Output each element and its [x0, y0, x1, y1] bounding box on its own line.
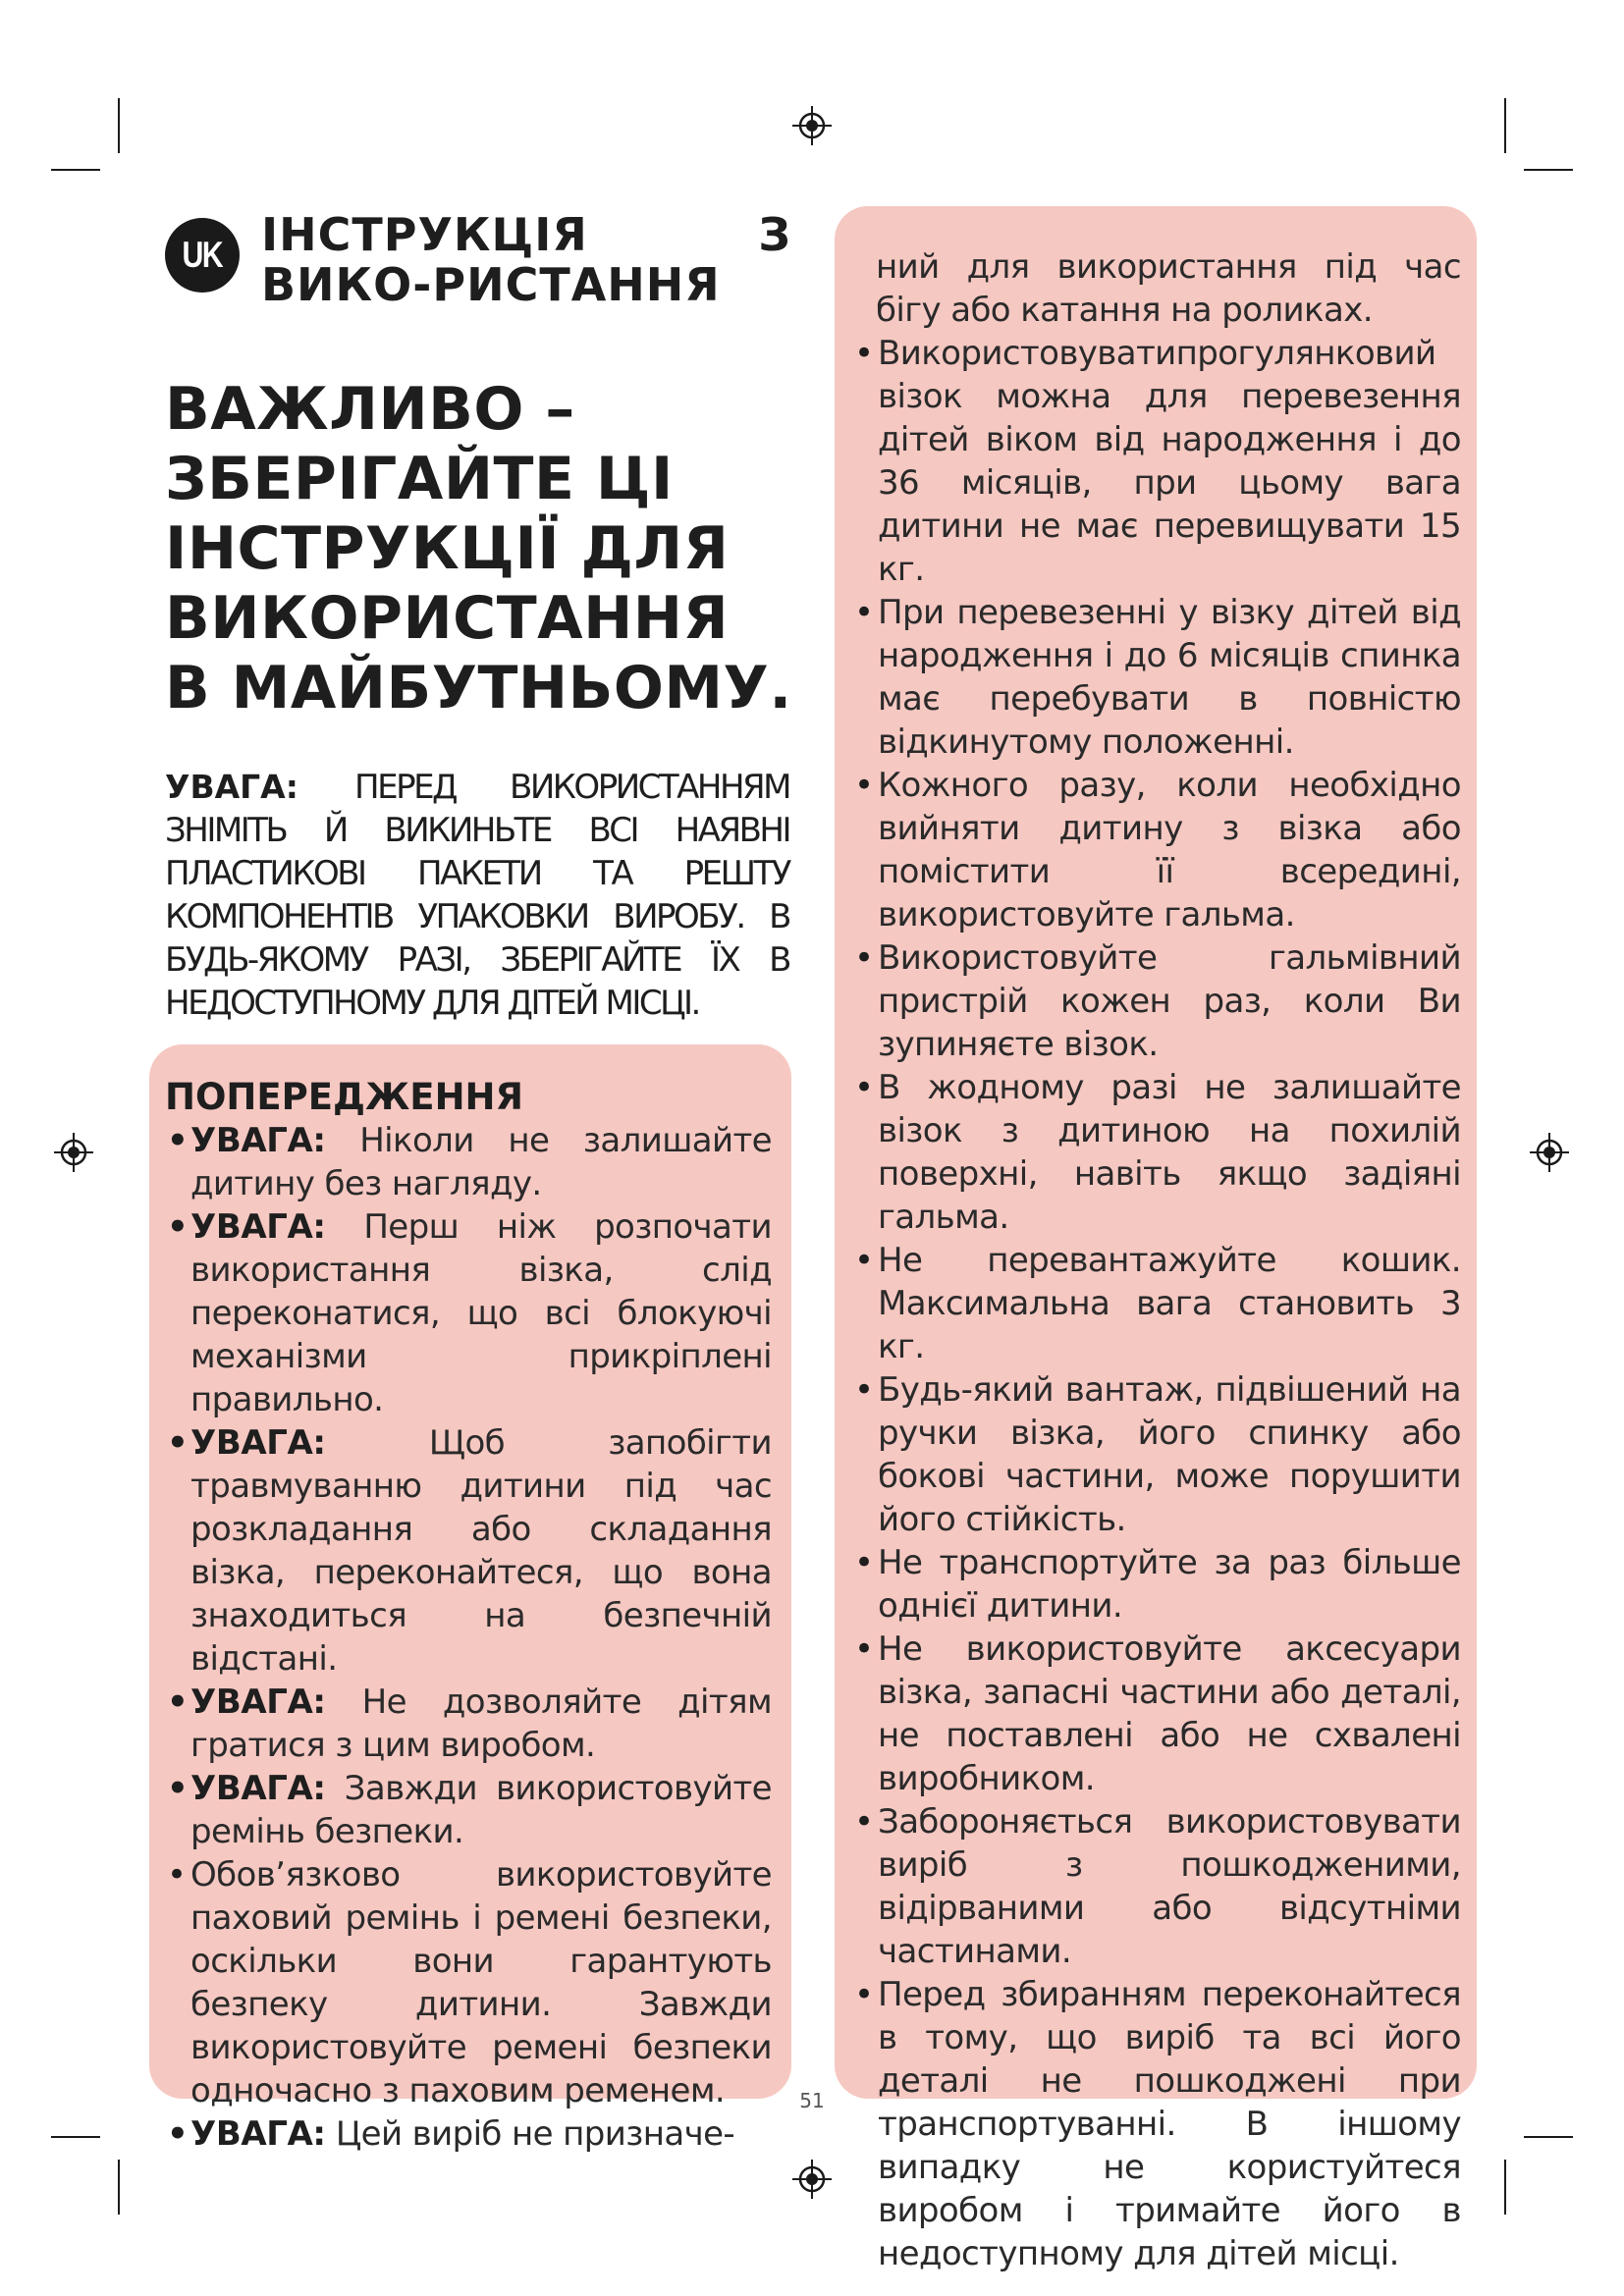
warnings-panel	[149, 1044, 791, 2154]
list-item	[852, 591, 1461, 764]
warning-text: Кожного разу, коли необхідно вийняти дитину з візка або помістити її всередині, використовуйте гальма.	[878, 766, 1461, 934]
warning-label: УВАГА:	[190, 2114, 326, 2154]
warning-text: Обов’язково використовуйте паховий ремінь і ремені безпеки, оскільки вони гарантують безпеку дитини. Завжди використовуйте ремені безпеки одночасно з паховим ременем.	[190, 1855, 772, 2110]
bullet-icon: •	[854, 938, 874, 978]
crop-mark-top-left-vertical	[118, 98, 120, 153]
bullet-icon: •	[167, 1682, 189, 1722]
warning-text: Перед збиранням переконайтеся в тому, що виріб та всі його деталі не пошкоджені при транспортуванні. В іншому випадку не користуйтеся виробом і тримайте його в недоступному для дітей місці.	[878, 1975, 1461, 2273]
bullet-icon: •	[854, 1370, 874, 1410]
warning-text: Будь-який вантаж, підвішений на ручки візка, його спинку або бокові частини, може порушити його стійкість.	[878, 1370, 1461, 1539]
warnings-list	[165, 1119, 772, 2156]
crop-mark-top-right-vertical	[1504, 98, 1506, 153]
list-item	[165, 1681, 772, 1767]
crop-mark-top-right-horizontal	[1524, 169, 1573, 171]
list-item	[852, 1239, 1461, 1368]
continuation-text: ний для використання під час бігу або катання на роликах.	[876, 247, 1461, 330]
bullet-icon: •	[854, 1543, 874, 1582]
bullet-icon: •	[167, 1423, 189, 1463]
notice-paragraph	[165, 766, 789, 1025]
warning-text: Не використовуйте аксесуари візка, запасні частини або деталі, не поставлені або не схвалені виробником.	[878, 1629, 1461, 1798]
warning-text: Використовуйте гальмівний пристрій кожен раз, коли Ви зупиняєте візок.	[878, 938, 1461, 1064]
crop-mark-bottom-right-vertical	[1504, 2160, 1506, 2215]
bullet-icon: •	[167, 1207, 189, 1247]
bullet-icon: •	[854, 766, 874, 805]
list-item	[852, 1800, 1461, 1973]
language-badge	[165, 218, 240, 293]
bullet-icon: •	[854, 1068, 874, 1107]
warnings-continued-list	[852, 332, 1461, 2275]
list-item	[852, 764, 1461, 936]
bullet-icon: •	[854, 1241, 874, 1280]
warning-text: Завжди використовуйте ремінь безпеки.	[190, 1769, 772, 1851]
warning-label: УВАГА:	[190, 1769, 326, 1808]
warning-label: УВАГА:	[190, 1207, 326, 1247]
bullet-icon: •	[854, 1975, 874, 2014]
language-badge-label: UK	[182, 235, 223, 275]
bullet-icon: •	[854, 1629, 874, 1669]
list-item	[165, 1421, 772, 1681]
warning-text: Цей виріб не призначе-	[335, 2114, 735, 2154]
list-item	[165, 1119, 772, 1205]
bullet-icon: •	[854, 1802, 874, 1842]
registration-mark-icon	[1530, 1133, 1569, 1172]
bullet-icon: •	[167, 2114, 189, 2154]
warning-label: УВАГА:	[190, 1121, 326, 1160]
warning-text: При перевезенні у візку дітей від народження і до 6 місяців спинка має перебувати в повністю відкинутому положенні.	[878, 593, 1461, 762]
warning-text: Забороняється використовувати виріб з пошкодженими, відірваними або відсутніми частинами.	[878, 1802, 1461, 1971]
warning-text: Використовуватипрогулянковий візок можна для перевезення дітей віком від народження і до 36 місяців, при цьому вага дитини не має перевищувати 15 кг.	[878, 334, 1461, 589]
notice-text: ПЕРЕД ВИКОРИСТАННЯМ ЗНІМІТЬ Й ВИКИНЬТЕ ВСІ НАЯВНІ ПЛАСТИКОВІ ПАКЕТИ ТА РЕШТУ КОМПОНЕНТІВ УПАКОВКИ ВИРОБУ. В БУДЬ-ЯКОМУ РАЗІ, ЗБЕРІГАЙТЕ ЇХ В НЕДОСТУПНОМУ ДЛЯ ДІТЕЙ МІСЦІ.	[165, 768, 789, 1023]
bullet-icon: •	[854, 334, 874, 373]
warning-text: Ніколи не залишайте дитину без нагляду.	[190, 1121, 772, 1203]
warnings-continued-panel	[835, 206, 1477, 2273]
list-item	[165, 1853, 772, 2112]
warning-text: Не перевантажуйте кошик. Максимальна вага становить 3 кг.	[878, 1241, 1461, 1366]
list-item	[852, 332, 1461, 591]
warning-label: УВАГА:	[190, 1423, 326, 1463]
warning-text: В жодному разі не залишайте візок з дитиною на похилій поверхні, навіть якщо задіяні гальма.	[878, 1068, 1461, 1237]
notice-lead: УВАГА:	[165, 768, 298, 806]
warnings-title: ПОПЕРЕДЖЕННЯ	[165, 1076, 523, 1118]
bullet-icon: •	[167, 1855, 187, 1895]
bullet-icon: •	[854, 593, 874, 632]
registration-mark-icon	[792, 106, 832, 145]
important-heading: ВАЖЛИВО – ЗБЕРІГАЙТЕ ЦІ ІНСТРУКЦІЇ ДЛЯ ВИКОРИСТАННЯ В МАЙБУТНЬОМУ.	[165, 375, 792, 722]
crop-mark-top-left-horizontal	[51, 169, 100, 171]
list-item	[852, 1628, 1461, 1800]
page-number: 51	[799, 2089, 825, 2112]
list-item	[852, 1066, 1461, 1239]
list-item	[852, 936, 1461, 1066]
warning-text: Перш ніж розпочати використання візка, слід переконатися, що всі блокуючі механізми прикріплені правильно.	[190, 1207, 772, 1419]
list-item	[165, 1767, 772, 1853]
list-item	[852, 1973, 1461, 2275]
warning-label: УВАГА:	[190, 1682, 326, 1722]
section-title: ІНСТРУКЦІЯ З ВИКО-РИСТАННЯ	[261, 208, 791, 311]
crop-mark-bottom-left-horizontal	[51, 2136, 100, 2138]
warning-text: Не дозволяйте дітям гратися з цим виробом.	[190, 1682, 772, 1765]
warning-text: Не транспортуйте за раз більше однієї дитини.	[878, 1543, 1461, 1626]
crop-mark-bottom-left-vertical	[118, 2160, 120, 2215]
list-item	[852, 1368, 1461, 1541]
list-item	[165, 1205, 772, 1421]
list-item	[852, 1541, 1461, 1628]
crop-mark-bottom-right-horizontal	[1524, 2136, 1573, 2138]
bullet-icon: •	[167, 1769, 189, 1808]
registration-mark-icon	[54, 1133, 93, 1172]
registration-mark-icon	[792, 2160, 832, 2199]
bullet-icon: •	[167, 1121, 189, 1160]
list-item	[165, 2112, 772, 2156]
warning-text: Щоб запобігти травмуванню дитини під час розкладання або складання візка, переконайтеся, що вона знаходиться на безпечній відстані.	[190, 1423, 772, 1679]
